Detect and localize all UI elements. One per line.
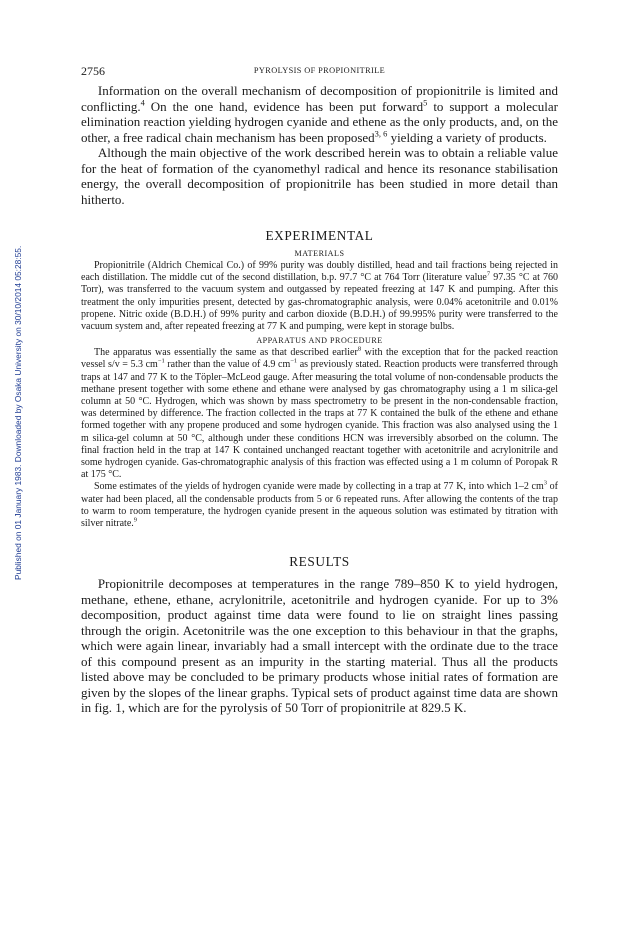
intro-paragraph-1: Information on the overall mechanism of decomposition of propionitrile is limited and conflicting.$^4$ On the one hand, evidence has been put forward$^5$ to support a molecular elimination reaction yielding hydrogen cyanide and ethene as the only products, and, on the other, a free radical chain mechanism has been proposed$^{3, 6}$ yielding a variety of products. [81, 83, 558, 145]
ref-3-6: 3, 6 [374, 128, 388, 139]
running-title: PYROLYSIS OF PROPIONITRILE [253, 66, 386, 75]
unit-exponent: 3 [543, 480, 547, 488]
unit-exponent: −1 [157, 358, 165, 366]
results-paragraph: Propionitrile decomposes at temperatures in the range 789–850 K to yield hydrogen, methane, ethene, ethane, acrylonitrile, acetonitrile and hydrogen cyanide. For up to 3% decomposition, product against time data were found to lie on straight lines passing through the origin. Acetonitrile was the one exception to this behaviour in that the graphs, which were again linear, invariably had a small intercept with the ordinate due to the trace of this compound present as an impurity in the starting material. Thus all the products listed above may be concluded to be primary products whose initial rates of formation are given by the slopes of the linear graphs. Typical sets of product against time data are shown in fig. 1, which are for the pyrolysis of 50 Torr of propionitrile at 829.5 K. [81, 576, 558, 716]
page-header [81, 64, 558, 80]
materials-paragraph: Propionitrile (Aldrich Chemical Co.) of 99% purity was doubly distilled, head and tail fractions being rejected in each distillation. The middle cut of the second distillation, b.p. 97.7 °C at 764 Torr (literature value$^7$ 97.35 °C at 760 Torr), was transferred to the vacuum system and outgassed by repeated freezing at 147 K and pumping. After this treatment the only impurities present, detected by gas-chromatographic analysis, were 0.04% acetonitrile and 0.01% propene. Nitric oxide (B.D.H.) of 99% purity and carbon dioxide (B.D.H.) of 99.995% purity were transferred to the vacuum system and, after repeated freezing at 77 K and pumping, were kept in storage bulbs. [81, 260, 558, 333]
unit-exponent: −1 [290, 358, 298, 366]
apparatus-paragraph-2: Some estimates of the yields of hydrogen cyanide were made by collecting in a trap at 77 K, into which 1–2 $cm^3$ of water had been placed, all the condensable products from 5 or 6 repeated runs. After allowing the contents of the trap to warm to room temperature, the hydrogen cyanide present in the aqueous solution was estimated by titration with silver nitrate.$^9$ [81, 480, 558, 530]
ref-8: 8 [357, 345, 362, 353]
download-watermark [12, 160, 24, 580]
apparatus-heading: APPARATUS AND PROCEDURE [256, 336, 383, 346]
ref-7: 7 [486, 270, 491, 278]
results-heading: RESULTS [289, 554, 350, 570]
materials-heading: MATERIALS [294, 249, 345, 258]
apparatus-paragraph-1: The apparatus was essentially the same as that described earlier$^8$ with the exception that for the packed reaction vessel s/v = 5.3 $cm^{-1}$ rather than the value of 4.9 $cm^{-1}$ as previously stated. Reaction products were transferred through traps at 147 and 77 K to the Töpler–McLeod gauge. After measuring the total volume of non-condensable products the methane present together with some ethene and ethane were analysed by gas chromatography using a 1 m silica-gel column at 50 °C. Hydrogen, which was shown by mass spectrometry to be present in the non-condensable fraction, was determined by difference. The fraction collected in the traps at 77 K contained the bulk of the ethene and ethane formed together with any propene produced and some hydrogen cyanide. This fraction was also analysed using the 1 m silica-gel column at 50 °C, although under these conditions HCN was irreversibly absorbed on the column. The final fraction held in the trap at 147 K contained unchanged reactant together with acetonitrile and acrylonitrile and some hydrogen cyanide. Gas-chromatographic analysis of this fraction was effected using a 1 m column of Poropak R at 175 °C. [81, 345, 559, 481]
intro-paragraph-2: Although the main objective of the work described herein was to obtain a reliable value for the heat of formation of the cyanomethyl radical and hence its resonance stabilisation energy, the overall decomposition of propionitrile has been studied in more detail than hitherto. [81, 145, 558, 207]
ref-9: 9 [133, 516, 138, 524]
page-number: 2756 [81, 64, 105, 78]
page-body [81, 64, 558, 716]
ref-4: 4 [140, 97, 145, 108]
ref-5: 5 [423, 97, 428, 108]
experimental-heading: EXPERIMENTAL [265, 228, 374, 243]
download-notice: Published on 01 January 1983. Downloaded by Osaka University on 30/10/2014 05:28:55. [13, 245, 23, 580]
